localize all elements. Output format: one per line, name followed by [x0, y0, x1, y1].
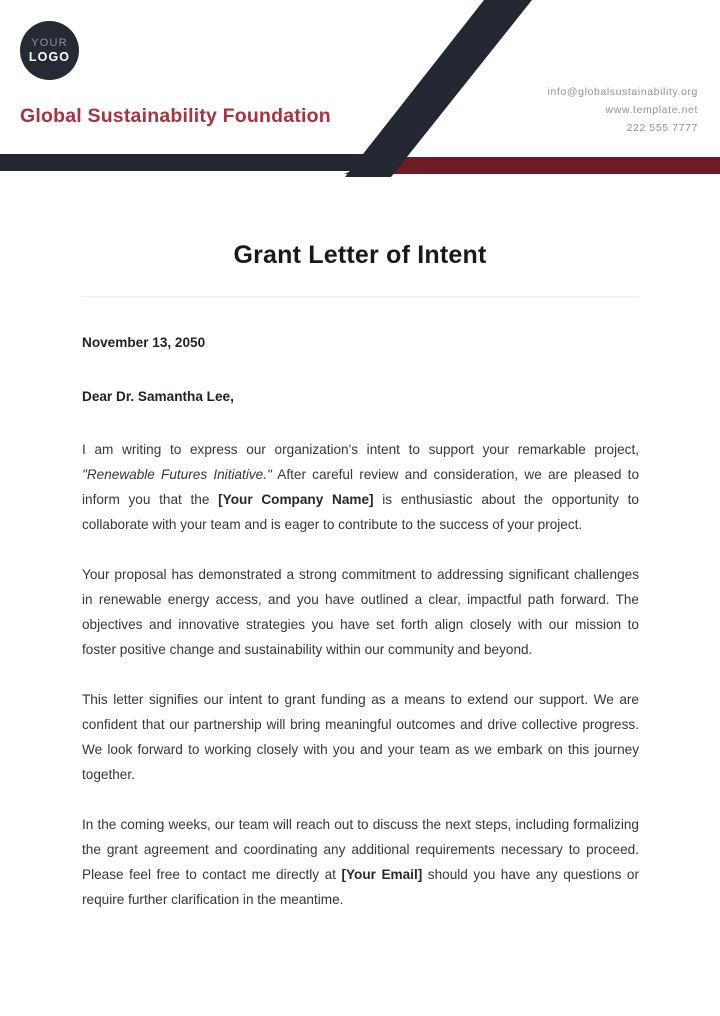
salutation: Dear Dr. Samantha Lee, — [82, 389, 234, 404]
contact-block — [548, 83, 698, 137]
contact-website: www.template.net — [605, 104, 698, 116]
contact-email: info@globalsustainability.org — [547, 86, 698, 98]
body-paragraph-3: This letter signifies our intent to grant funding as a means to extend our support. We are confident that our partnership will bring meaningful outcomes and drive collective progress. We look forward to working closely with you and your team as we embark on this journey together. — [82, 692, 639, 782]
letter-body — [82, 330, 639, 937]
logo-text-your: YOUR — [31, 36, 68, 49]
company-name: Global Sustainability Foundation — [20, 105, 331, 127]
title-divider — [82, 296, 639, 297]
header-diagonal-stripe — [345, 0, 532, 177]
header-bar-dark — [0, 154, 372, 171]
company-logo — [20, 21, 79, 80]
body-paragraph-2: Your proposal has demonstrated a strong commitment to addressing significant challenges in renewable energy access, and you have outlined a clear, impactful path forward. The objectives and innovative strategies you have set forth align closely with our mission to foster positive change and sustainability within our community and beyond. — [82, 567, 639, 657]
letterhead — [0, 0, 720, 180]
contact-phone: 222 555 7777 — [626, 122, 698, 134]
body-paragraph-4: In the coming weeks, our team will reach out to discuss the next steps, including formalizing the grant agreement and coordinating any additional requirements necessary to proceed. Please feel free to contact me directly at [Your Email] should you have any questions or require further clarification in the meantime. — [82, 817, 639, 907]
letter-title: Grant Letter of Intent — [233, 241, 487, 269]
logo-text-logo: LOGO — [28, 49, 71, 64]
letter-date: November 13, 2050 — [82, 335, 206, 350]
body-paragraph-1: I am writing to express our organization's intent to support your remarkable project, "Renewable Futures Initiative." After careful review and consideration, we are pleased to inform you that the [Your Company Name] is enthusiastic about the opportunity to collaborate with your team and is eager to contribute to the success of your project. — [82, 442, 639, 532]
